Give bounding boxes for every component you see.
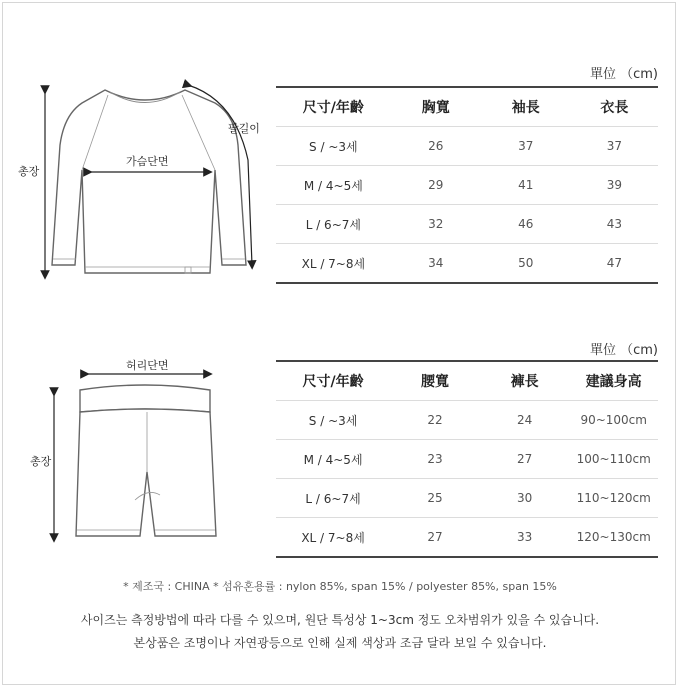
table-cell: L / 6~7세 <box>276 205 391 244</box>
table-cell: 33 <box>480 518 570 558</box>
table-cell: 37 <box>571 127 658 166</box>
table-row <box>276 440 658 479</box>
column-header: 胸寬 <box>421 100 450 116</box>
table-row <box>276 166 658 205</box>
table-cell: S / ~3세 <box>276 127 391 166</box>
bottom-unit-label: 單位 （cm) <box>589 343 658 358</box>
column-header: 尺寸/年齡 <box>302 374 364 390</box>
column-header: 腰寬 <box>420 374 449 390</box>
table-cell: 50 <box>481 244 571 284</box>
column-header: 尺寸/年齡 <box>302 100 364 116</box>
table-cell: 110~120cm <box>569 479 658 518</box>
color-disclaimer: 본상품은 조명이나 자연광등으로 인해 실제 색상과 조금 달라 보일 수 있습니다. <box>133 636 547 650</box>
table-cell: 23 <box>390 440 480 479</box>
table-row <box>276 518 658 558</box>
shirt-illustration <box>10 75 270 285</box>
table-row <box>276 205 658 244</box>
bottom-total-length-label: 총장 <box>30 455 52 468</box>
table-cell: 41 <box>481 166 571 205</box>
table-cell: 39 <box>571 166 658 205</box>
table-cell: 120~130cm <box>569 518 658 558</box>
table-cell: 25 <box>390 479 480 518</box>
table-cell: 100~110cm <box>569 440 658 479</box>
table-cell: 34 <box>391 244 481 284</box>
size-disclaimer: 사이즈는 측정방법에 따라 다를 수 있으며, 원단 특성상 1~3cm 정도 오차범위가 있을 수 있습니다. <box>80 613 600 627</box>
table-cell: 27 <box>480 440 570 479</box>
shorts-illustration <box>30 360 230 545</box>
table-cell: XL / 7~8세 <box>276 518 390 558</box>
table-row <box>276 244 658 284</box>
table-cell: 24 <box>480 401 570 440</box>
table-cell: 29 <box>391 166 481 205</box>
table-cell: 46 <box>481 205 571 244</box>
waist-width-label: 허리단면 <box>126 359 169 372</box>
table-row <box>276 127 658 166</box>
table-cell: 32 <box>391 205 481 244</box>
table-cell: 30 <box>480 479 570 518</box>
column-header: 袖長 <box>511 100 540 116</box>
table-header-row <box>276 361 658 401</box>
table-cell: S / ~3세 <box>276 401 390 440</box>
top-size-table <box>276 86 658 284</box>
chest-width-label: 가슴단면 <box>126 155 169 168</box>
table-cell: 90~100cm <box>569 401 658 440</box>
bottom-size-table <box>276 360 658 558</box>
table-cell: XL / 7~8세 <box>276 244 391 284</box>
sleeve-length-label: 팔길이 <box>228 122 260 135</box>
table-cell: L / 6~7세 <box>276 479 390 518</box>
table-cell: 26 <box>391 127 481 166</box>
top-unit-label: 單位 （cm) <box>589 67 658 82</box>
table-cell: 22 <box>390 401 480 440</box>
table-cell: M / 4~5세 <box>276 166 391 205</box>
table-cell: M / 4~5세 <box>276 440 390 479</box>
table-header-row <box>276 87 658 127</box>
table-cell: 37 <box>481 127 571 166</box>
column-header: 衣長 <box>600 100 629 116</box>
table-cell: 27 <box>390 518 480 558</box>
column-header: 褲長 <box>510 374 539 390</box>
table-cell: 47 <box>571 244 658 284</box>
total-length-label: 총장 <box>18 165 40 178</box>
table-row <box>276 479 658 518</box>
table-cell: 43 <box>571 205 658 244</box>
table-row <box>276 401 658 440</box>
material-note: * 제조국 : CHINA * 섬유혼용률 : nylon 85%, span 15% / polyester 85%, span 15% <box>123 580 557 593</box>
column-header: 建議身高 <box>585 374 642 390</box>
